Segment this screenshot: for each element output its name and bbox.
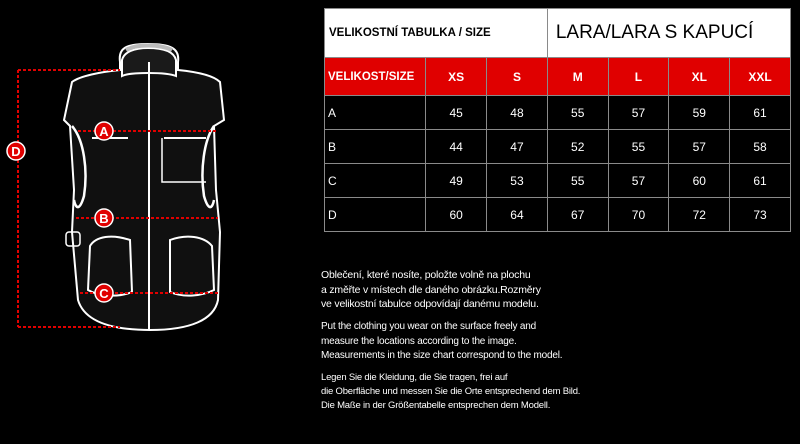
note-line: a změřte v místech dle daného obrázku.Rozměry [321,283,541,296]
table-cell: 44 [426,130,487,164]
table-row [325,164,791,198]
table-cell: 55 [547,96,608,130]
table-row [325,130,791,164]
model-name: LARA/LARA S KAPUCÍ [547,9,790,58]
header-cell: M [547,58,608,96]
table-cell: 55 [547,164,608,198]
marker-d-label: D [11,144,21,159]
header-cell: XS [426,58,487,96]
table-cell: 64 [487,198,548,232]
note-line: Legen Sie die Kleidung, die Sie tragen, frei auf [321,372,508,383]
table-cell: 72 [669,198,730,232]
table-cell: 57 [608,96,669,130]
table-cell: A [325,96,426,130]
table-title: VELIKOSTNÍ TABULKA / SIZE [325,9,548,58]
table-cell: 61 [730,164,791,198]
note-line: ve velikostní tabulce odpovídají danému modelu. [321,298,539,310]
marker-b [95,209,113,227]
header-cell: XL [669,58,730,96]
table-cell: 52 [547,130,608,164]
table-cell: 45 [426,96,487,130]
size-table [324,8,791,232]
header-cell: VELIKOST/SIZE [325,58,426,96]
table-cell: 57 [608,164,669,198]
table-cell: 58 [730,130,791,164]
table-cell: 73 [730,198,791,232]
table-cell: 67 [547,198,608,232]
note-czech [321,268,541,312]
table-row [325,96,791,130]
note-english [321,320,562,364]
note-line: measure the locations according to the image. [321,335,517,347]
note-line: Measurements in the size chart correspond to the model. [321,350,563,361]
table-cell: 60 [426,198,487,232]
table-cell: 48 [487,96,548,130]
vest-icon [64,44,224,330]
table-cell: 49 [426,164,487,198]
table-header-row [325,58,791,96]
table-cell: 47 [487,130,548,164]
table-cell: B [325,130,426,164]
note-german [321,371,580,413]
marker-a [95,122,113,140]
table-cell: 53 [487,164,548,198]
header-cell: XXL [730,58,791,96]
table-cell: D [325,198,426,232]
header-cell: S [487,58,548,96]
table-cell: 57 [669,130,730,164]
note-line: Oblečení, které nosíte, položte volně na plochu [321,269,531,281]
table-cell: 59 [669,96,730,130]
table-row [325,198,791,232]
table-cell: 60 [669,164,730,198]
table-cell: 55 [608,130,669,164]
marker-c-label: C [99,286,109,301]
marker-a-label: A [99,124,109,139]
note-line: Put the clothing you wear on the surface freely and [321,321,536,332]
header-cell: L [608,58,669,96]
marker-c [95,284,113,302]
marker-d [7,142,25,160]
note-line: Die Maße in der Größentabelle entsprechen dem Modell. [321,400,551,411]
table-cell: C [325,164,426,198]
table-cell: 61 [730,96,791,130]
table-cell: 70 [608,198,669,232]
table-title-row [325,9,791,58]
marker-b-label: B [99,211,109,226]
vest-illustration [0,0,310,444]
note-line: die Oberfläche und messen Sie die Orte entsprechend dem Bild. [321,386,581,397]
